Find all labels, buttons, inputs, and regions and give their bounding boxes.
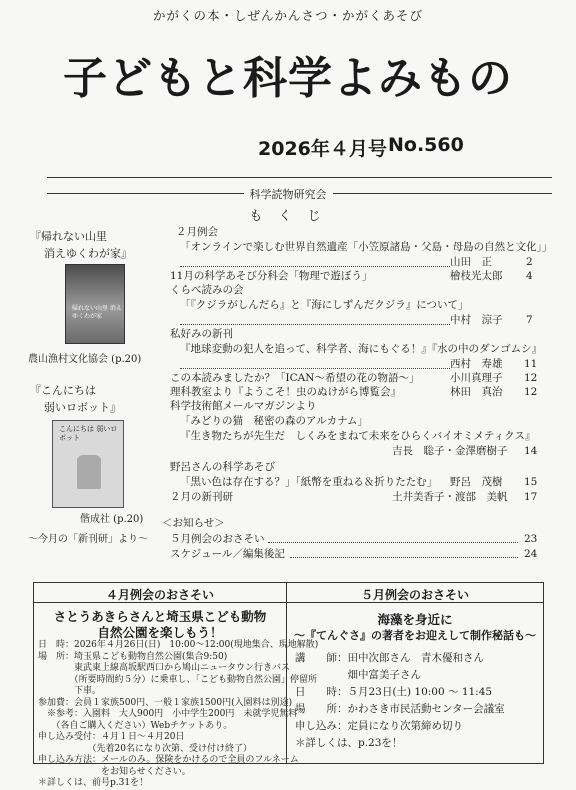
may-line: 場 所：かわさき市民活動センター会議室 — [295, 703, 505, 715]
may-heading-rule — [287, 602, 543, 603]
toc-heading: 野呂さんの科学あそび — [170, 461, 275, 473]
toc-page: 4 — [526, 270, 533, 282]
issue-date: 2026年４月号 — [258, 138, 387, 160]
april-heading-rule — [34, 602, 286, 603]
april-line: （先着20名になり次第、受け付け終了） — [38, 743, 252, 754]
toc-author: 西村 寿雄 — [450, 358, 503, 370]
may-line: 講 師：田中次郎さん 青木優和さん — [295, 652, 484, 664]
toc-title: 『生き物たちが先生だ しくみをまねて未来をひらくバイオミメティクス』 — [180, 430, 536, 442]
toc-page: 7 — [526, 314, 533, 326]
society-name: 科学読物研究会 — [0, 186, 576, 202]
april-line: 場 所：埼玉県こども動物自然公園(集合9:50) — [38, 651, 228, 662]
book1-title-2: 消えゆくわが家』 — [44, 247, 132, 260]
toc-page: 12 — [524, 386, 538, 398]
april-title-2: 自然公園を楽しもう！ — [97, 625, 223, 640]
toc-heading: 科学技術館メールマガジンより — [170, 400, 317, 412]
april-line: （各自ご購入ください）Webチケットあり。 — [38, 720, 233, 731]
toc-page: 14 — [524, 445, 538, 457]
april-line: ※参考：入園料 大人900円 小中学生200円 未就学児無料 — [38, 709, 298, 719]
book1-publisher: 農山漁村文化協会 (p.20) — [28, 354, 142, 365]
april-line: 申し込み受付：４月１日～４月20日 — [38, 732, 185, 742]
april-heading: ４月例会のおさそい — [105, 588, 214, 602]
toc-author: 檜枝光太郎 — [450, 270, 503, 282]
toc-author: 小川真理子 — [450, 372, 503, 384]
may-title-1: 海藻を身近に — [377, 612, 453, 627]
toc-page: 15 — [524, 476, 538, 488]
toc-page: 2 — [526, 256, 533, 268]
toc-title: 理科教室より『ようこそ！虫のぬけがら博覧会』 — [170, 386, 401, 398]
new-books-note: ～今月の「新刊研」より～ — [28, 534, 148, 545]
tagline: かがくの本・しぜんかんさつ・かがくあそび — [152, 8, 423, 23]
april-details — [38, 640, 319, 790]
toc-page: 11 — [524, 358, 538, 370]
toc-author: 土井美香子・渡部 美帆 — [392, 491, 508, 503]
toc-page: 23 — [524, 533, 538, 545]
toc-leader — [290, 555, 518, 558]
toc-page: 17 — [524, 491, 538, 503]
april-line: をお知らせください。 — [38, 766, 191, 777]
toc-author: 吉長 聡子・金澤磨樹子 — [392, 445, 508, 457]
toc-leader — [180, 256, 450, 267]
may-details — [295, 650, 540, 752]
toc-leader — [180, 358, 450, 369]
toc-title: 「オンラインで楽しむ世界自然遺産「小笠原諸島・父島・母島の自然と文化」」 — [180, 241, 553, 253]
toc-title: 「みどりの猫 秘密の森のアルカナム」 — [180, 415, 369, 427]
toc-page: 12 — [524, 372, 538, 384]
may-line: 日 時：５月23日(土) 10:00 ～ 11:45 — [295, 686, 493, 698]
april-line: 東武東上線高坂駅西口から鳩山ニュータウン行きバス — [38, 663, 291, 673]
book1-cover: 帰れない山里 消えゆくわが家 — [65, 264, 125, 344]
april-title-1: さとうあきらさんと埼玉県こども動物 — [53, 609, 267, 624]
toc-title: ５月例会のおさそい — [170, 533, 265, 545]
book2-publisher: 偕成社 (p.20) — [80, 514, 144, 525]
toc-leader — [268, 540, 518, 543]
robot-illustration — [77, 455, 101, 489]
april-line: 下車。 — [38, 686, 102, 696]
may-title-2: ～『てんぐさ』の著者をお迎えして制作秘話も～ — [294, 629, 536, 642]
toc-title: 「『クジラがしんだら』と『海にしずんだクジラ』について」 — [180, 299, 469, 311]
toc-title: この本読みましたか？「ICAN～希望の花の物語～」 — [170, 372, 420, 384]
toc-heading: 私好みの新刊 — [170, 328, 233, 340]
book2-cover: こんにちは 弱いロボット — [52, 420, 124, 508]
toc-title: 「黒い色は存在する？」「紙幣を重ねる＆折りたたむ」 — [180, 476, 438, 488]
april-line: 参加費：会員１家族500円、一般１家族1500円(入園料は別途) — [38, 697, 293, 708]
toc-author: 山田 正 — [450, 256, 492, 268]
notice-label: ＜お知らせ＞ — [162, 517, 225, 529]
book2-title-1: 『こんにちは — [30, 384, 96, 397]
toc-author: 中村 涼子 — [450, 314, 503, 326]
toc-author: 林田 真治 — [450, 386, 503, 398]
book1-title-1: 『帰れない山里 — [30, 230, 107, 243]
issue-number: No.560 — [388, 134, 464, 156]
toc-title: ２月の新刊研 — [170, 491, 233, 503]
may-line: 申し込み：定員になり次第締め切り — [295, 720, 463, 732]
toc-leader — [180, 314, 450, 325]
may-heading: ５月例会のおさそい — [360, 588, 469, 602]
toc-title: 『地球変動の犯人を追って、科学者、海にもぐる！』『水の中のダンゴムシ』 — [180, 343, 543, 355]
toc-heading: ２月例会 — [176, 226, 218, 238]
april-line: 申し込み方法：メールのみ。保険をかけるので全員のフルネーム — [38, 755, 299, 765]
toc-author: 野呂 茂樹 — [450, 476, 503, 488]
book2-title-2: 弱いロボット』 — [44, 401, 121, 414]
toc-heading: くらべ読みの会 — [170, 284, 244, 296]
may-line: ＊詳しくは、p.23を！ — [295, 737, 403, 749]
toc-title: スケジュール／編集後記 — [170, 548, 285, 560]
may-line: 畑中富美子さん — [295, 669, 421, 681]
april-line: （所要時間約５分）に乗車し、「こども動物自然公園」停留所 — [38, 674, 318, 685]
april-line: 日 時：2026年４月26日(日) 10:00～12:00(現地集合、現地解散) — [38, 640, 319, 650]
magazine-title: 子どもと科学よみもの — [63, 53, 513, 104]
toc-page: 24 — [524, 548, 538, 560]
april-line: ＊詳しくは、前号p.31を！ — [38, 778, 149, 788]
header-rule — [47, 177, 552, 178]
toc-title: 11月の科学あそび分科会「物理で遊ぼう」 — [170, 270, 373, 282]
contents-label: も く じ — [249, 209, 327, 224]
